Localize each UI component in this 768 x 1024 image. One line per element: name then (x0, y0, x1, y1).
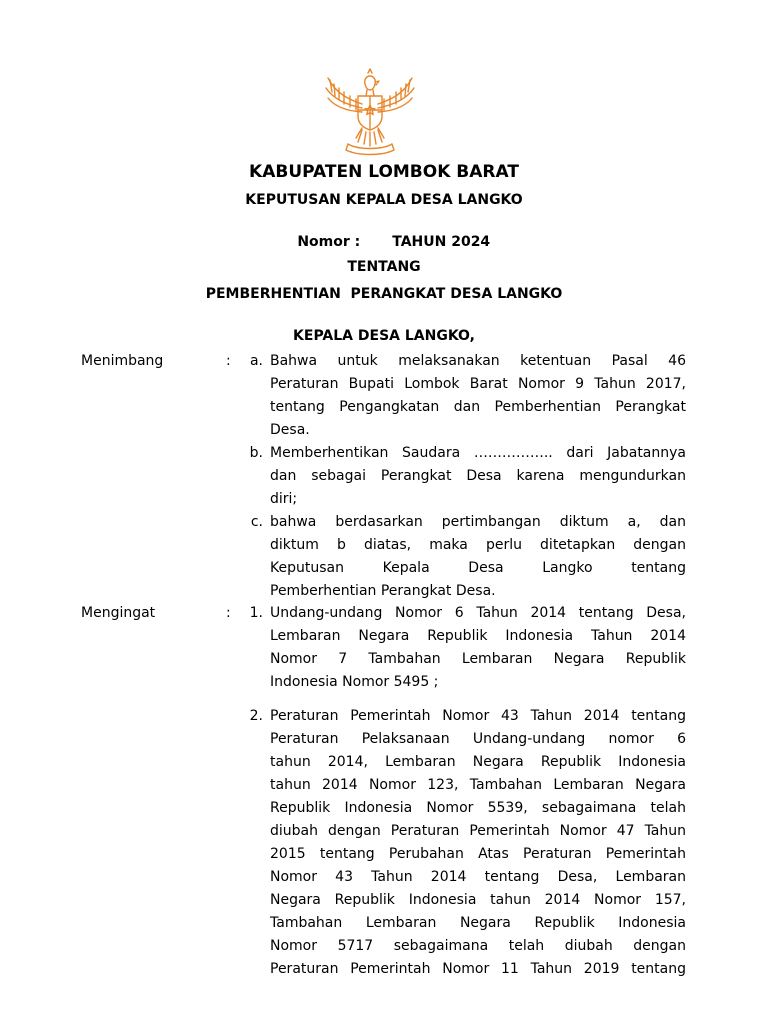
mengingat-1-line: Indonesia Nomor 5495 ; (270, 674, 439, 690)
menimbang-c-line: bahwa berdasarkan pertimbangan diktum a, dan (270, 514, 686, 530)
mengingat-2-line: Republik Indonesia Nomor 5539, sebagaimana telah (270, 800, 686, 816)
mengingat-2-line: Nomor 43 Tahun 2014 tentang Desa, Lembaran (270, 869, 686, 885)
menimbang-item-marker: c. (250, 514, 263, 530)
mengingat-2-line: Peraturan Pelaksanaan Undang-undang nomor 6 (270, 731, 686, 747)
decree-title: KEPUTUSAN KEPALA DESA LANGKO (245, 192, 523, 208)
mengingat-item-marker: 1. (249, 605, 263, 621)
mengingat-2-line: Peraturan Pemerintah Nomor 11 Tahun 2019 tentang (270, 961, 686, 977)
decree-subject: PEMBERHENTIAN PERANGKAT DESA LANGKO (205, 286, 563, 302)
mengingat-1-line: Undang-undang Nomor 6 Tahun 2014 tentang Desa, (270, 605, 686, 621)
mengingat-label: Mengingat (81, 605, 156, 621)
menimbang-c-line: diktum b diatas, maka perlu ditetapkan dengan (270, 537, 686, 553)
menimbang-a-line: Peraturan Bupati Lombok Barat Nomor 9 Tahun 2017, (270, 376, 686, 392)
tentang-heading: TENTANG (347, 259, 421, 275)
menimbang-label: Menimbang (81, 353, 164, 369)
menimbang-b-line: diri; (270, 491, 298, 507)
mengingat-1-line: Nomor 7 Tambahan Lembaran Negara Republik (270, 651, 686, 667)
regency-title: KABUPATEN LOMBOK BARAT (249, 162, 519, 182)
mengingat-1-line: Lembaran Negara Republik Indonesia Tahun 2014 (270, 628, 686, 644)
menimbang-c-line: Keputusan Kepala Desa Langko tentang (270, 560, 686, 576)
menimbang-a-line: Bahwa untuk melaksanakan ketentuan Pasal 46 (270, 353, 686, 369)
nomor-value: TAHUN 2024 (392, 234, 491, 250)
menimbang-b-line: Memberhentikan Saudara …………….. dari Jabatannya (270, 445, 686, 461)
menimbang-a-line: Desa. (270, 422, 310, 438)
authority-heading: KEPALA DESA LANGKO, (293, 328, 475, 344)
menimbang-item-marker: a. (249, 353, 263, 369)
mengingat-2-line: diubah dengan Peraturan Pemerintah Nomor 47 Tahun (270, 823, 686, 839)
menimbang-colon: : (226, 353, 231, 369)
menimbang-b-line: dan sebagai Perangkat Desa karena mengundurkan (270, 468, 686, 484)
menimbang-item-marker: b. (249, 445, 263, 461)
menimbang-c-line: Pemberhentian Perangkat Desa. (270, 583, 496, 599)
mengingat-2-line: Tambahan Lembaran Negara Republik Indonesia (270, 915, 686, 931)
mengingat-2-line: Peraturan Pemerintah Nomor 43 Tahun 2014 tentang (270, 708, 686, 724)
mengingat-2-line: tahun 2014 Nomor 123, Tambahan Lembaran Negara (270, 777, 686, 793)
mengingat-2-line: Negara Republik Indonesia tahun 2014 Nomor 157, (270, 892, 686, 908)
garuda-emblem-icon (322, 64, 418, 156)
mengingat-2-line: Nomor 5717 sebagaimana telah diubah dengan (270, 938, 686, 954)
mengingat-item-marker: 2. (249, 708, 263, 724)
nomor-label: Nomor : (297, 234, 361, 250)
menimbang-a-line: tentang Pengangkatan dan Pemberhentian Perangkat (270, 399, 686, 415)
mengingat-colon: : (226, 605, 231, 621)
mengingat-2-line: tahun 2014, Lembaran Negara Republik Indonesia (270, 754, 686, 770)
mengingat-2-line: 2015 tentang Perubahan Atas Peraturan Pemerintah (270, 846, 686, 862)
